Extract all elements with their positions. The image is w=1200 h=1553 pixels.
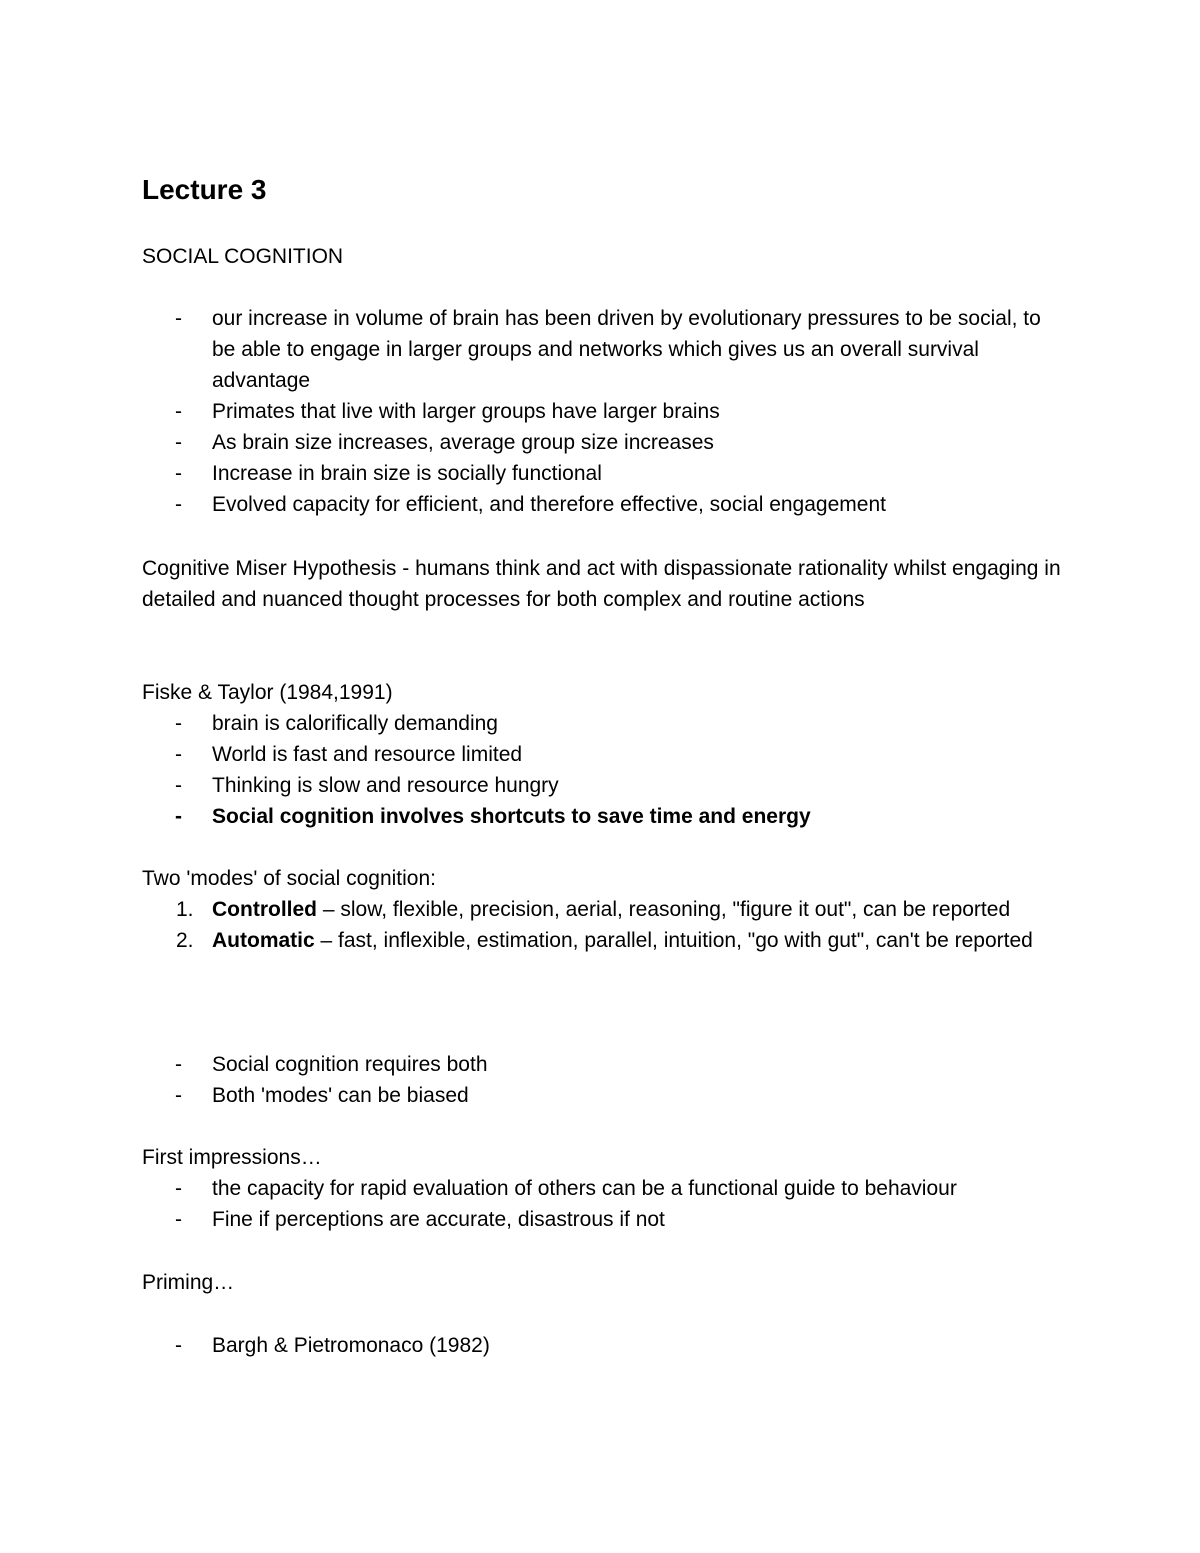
list-item bbox=[142, 458, 1062, 489]
bullet-marker: - bbox=[175, 400, 182, 423]
fiske-bullet-list bbox=[142, 708, 1062, 832]
impressions-heading: First impressions… bbox=[142, 1146, 322, 1169]
bullet-marker: - bbox=[175, 493, 182, 516]
number-marker: 2. bbox=[176, 929, 194, 952]
list-item-text: Fine if perceptions are accurate, disastrous if not bbox=[212, 1208, 665, 1231]
priming-heading: Priming… bbox=[142, 1271, 235, 1294]
number-marker: 1. bbox=[176, 898, 194, 921]
list-item bbox=[142, 708, 1062, 739]
mode-term: Automatic bbox=[212, 929, 315, 952]
list-item-bold bbox=[142, 801, 1062, 832]
list-item bbox=[142, 1080, 1062, 1111]
miser-paragraph: Cognitive Miser Hypothesis - humans think and act with dispassionate rationality whilst engaging in detailed and nuanced thought processes for both complex and routine actions bbox=[142, 557, 1061, 611]
bullet-marker: - bbox=[175, 1177, 182, 1200]
bullet-marker: - bbox=[175, 774, 182, 797]
modes-section bbox=[142, 863, 1062, 956]
modes-heading: Two 'modes' of social cognition: bbox=[142, 867, 436, 890]
bullet-marker: - bbox=[175, 712, 182, 735]
list-item-text: As brain size increases, average group size increases bbox=[212, 431, 714, 454]
bullet-marker: - bbox=[175, 805, 182, 828]
page-title: Lecture 3 bbox=[142, 174, 267, 205]
impressions-section bbox=[142, 1142, 1062, 1235]
bullet-marker: - bbox=[175, 431, 182, 454]
fiske-section bbox=[142, 677, 1062, 832]
list-item bbox=[142, 739, 1062, 770]
list-item bbox=[142, 396, 1062, 427]
list-item-text: Primates that live with larger groups have larger brains bbox=[212, 400, 720, 423]
bullet-marker: - bbox=[175, 1334, 182, 1357]
bullet-marker: - bbox=[175, 462, 182, 485]
list-item-text: our increase in volume of brain has been driven by evolutionary pressures to be social, to be able to engage in larger groups and networks which gives us an overall survival advantage bbox=[212, 307, 1041, 392]
fiske-heading: Fiske & Taylor (1984,1991) bbox=[142, 681, 393, 704]
list-item-text: Bargh & Pietromonaco (1982) bbox=[212, 1334, 490, 1357]
list-item bbox=[142, 303, 1062, 396]
list-item-text: Increase in brain size is socially functional bbox=[212, 462, 602, 485]
list-item-text: Evolved capacity for efficient, and therefore effective, social engagement bbox=[212, 493, 886, 516]
mode-description: – fast, inflexible, estimation, parallel, intuition, "go with gut", can't be reported bbox=[314, 929, 1033, 952]
list-item bbox=[142, 1173, 1062, 1204]
list-item-text: Social cognition involves shortcuts to save time and energy bbox=[212, 805, 811, 828]
modes-bullet-list bbox=[142, 1049, 1062, 1111]
bullet-marker: - bbox=[175, 307, 182, 330]
list-item-text: Both 'modes' can be biased bbox=[212, 1084, 469, 1107]
list-item bbox=[142, 1330, 1062, 1361]
list-item-text: Social cognition requires both bbox=[212, 1053, 488, 1076]
modes-numbered-list bbox=[142, 894, 1062, 956]
priming-bullet-list bbox=[142, 1330, 1062, 1361]
bullet-marker: - bbox=[175, 1208, 182, 1231]
section-heading: SOCIAL COGNITION bbox=[142, 245, 344, 268]
list-item bbox=[142, 1204, 1062, 1235]
list-item-text: the capacity for rapid evaluation of others can be a functional guide to behaviour bbox=[212, 1177, 957, 1200]
mode-term: Controlled bbox=[212, 898, 317, 921]
mode-description: – slow, flexible, precision, aerial, reasoning, "figure it out", can be reported bbox=[317, 898, 1011, 921]
numbered-item bbox=[142, 925, 1062, 956]
list-item bbox=[142, 427, 1062, 458]
bullet-marker: - bbox=[175, 1084, 182, 1107]
bullet-marker: - bbox=[175, 1053, 182, 1076]
list-item bbox=[142, 1049, 1062, 1080]
list-item bbox=[142, 489, 1062, 520]
list-item bbox=[142, 770, 1062, 801]
numbered-item bbox=[142, 894, 1062, 925]
list-item-text: Thinking is slow and resource hungry bbox=[212, 774, 559, 797]
list-item-text: World is fast and resource limited bbox=[212, 743, 523, 766]
list-item-text: brain is calorifically demanding bbox=[212, 712, 498, 735]
impressions-bullet-list bbox=[142, 1173, 1062, 1235]
brain-bullet-list bbox=[142, 303, 1062, 520]
bullet-marker: - bbox=[175, 743, 182, 766]
